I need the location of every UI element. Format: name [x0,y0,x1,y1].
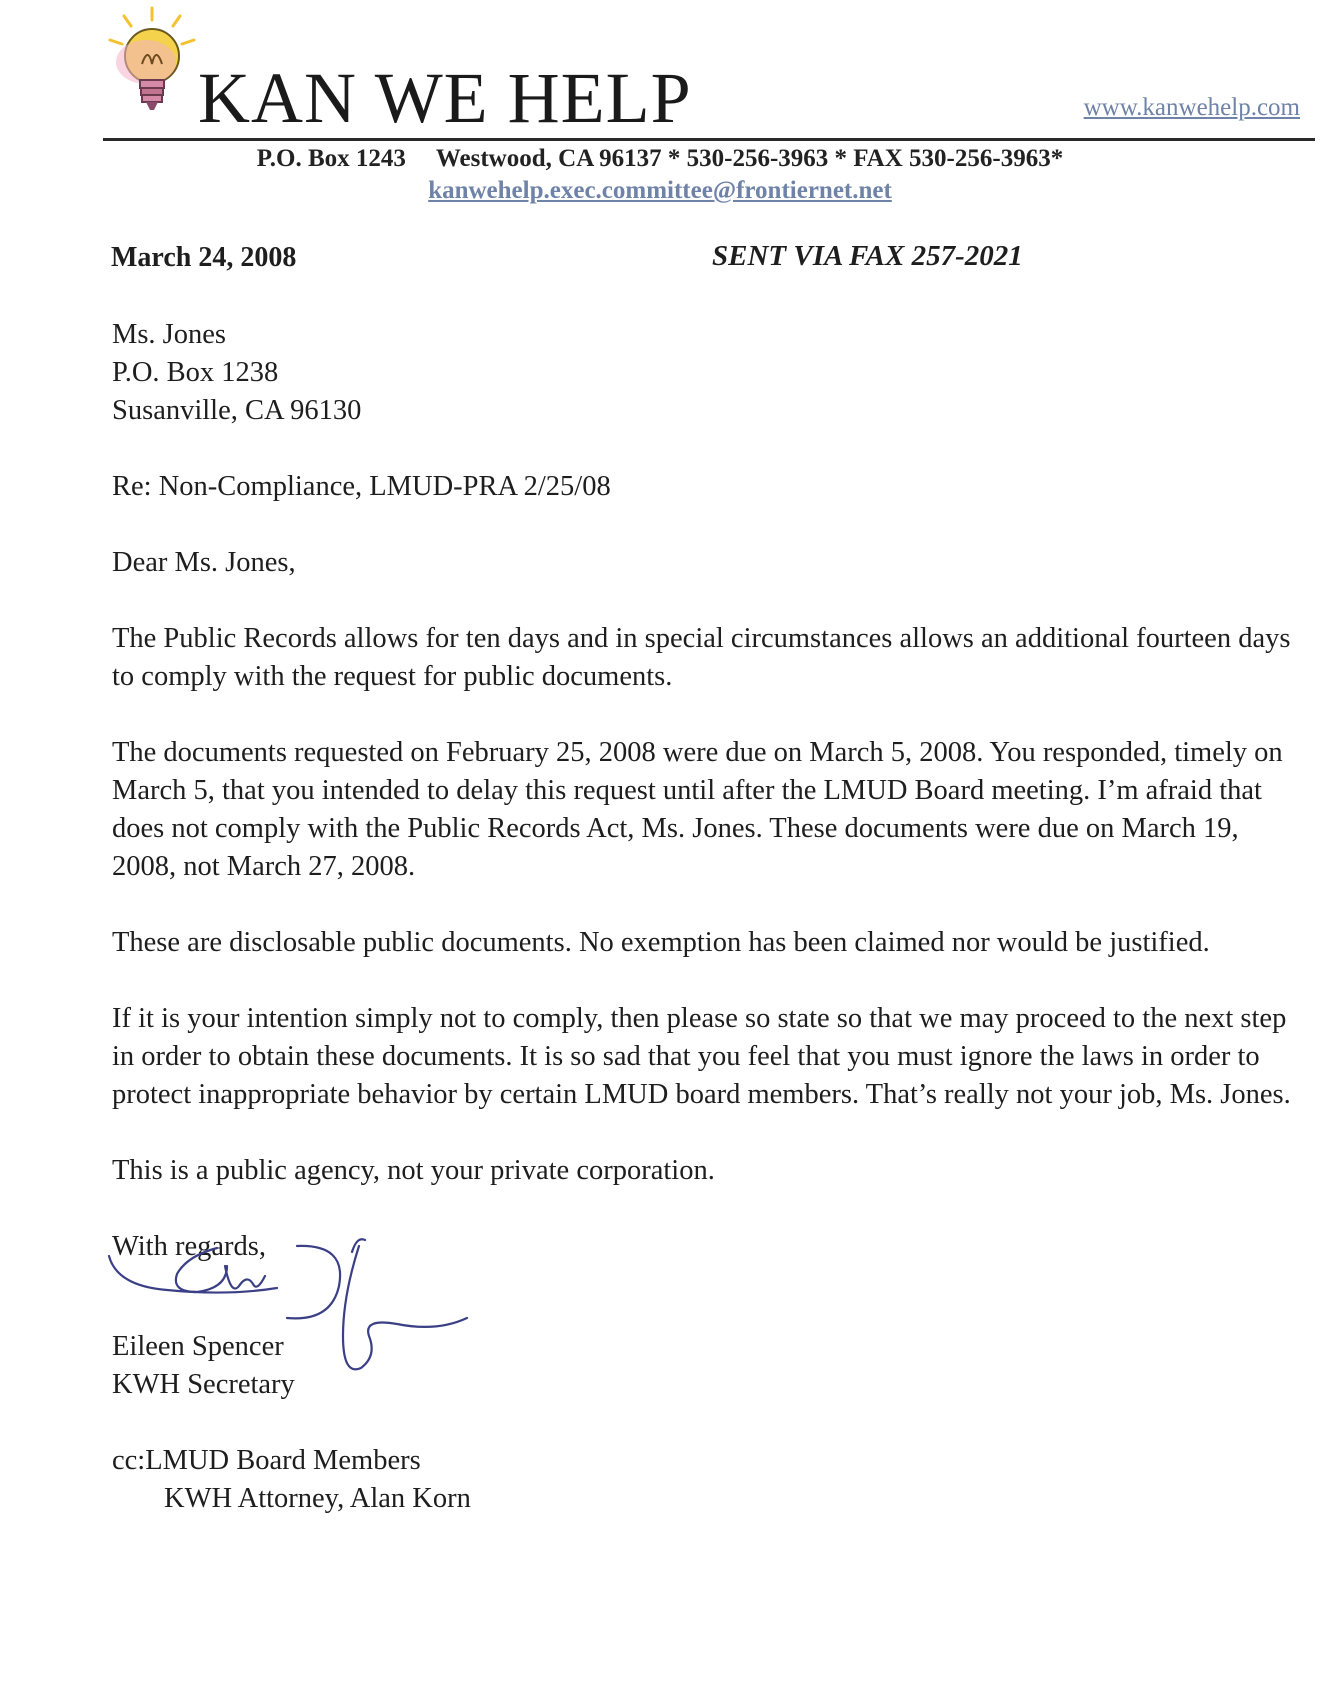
cc-recipient-2: KWH Attorney, Alan Korn [164,1483,471,1514]
signature-area [112,1266,1307,1328]
fax-note: SENT VIA FAX 257-2021 [712,240,1023,272]
body-paragraph-1: The Public Records allows for ten days and in special circumstances allows an additional fourteen days to comply with the request for public documents. [112,623,1291,692]
cc-label: cc: [112,1445,146,1476]
subject-line: Re: Non-Compliance, LMUD-PRA 2/25/08 [112,471,611,502]
contact-line [0,145,1320,173]
body-paragraph-3: These are disclosable public documents. No exemption has been claimed nor would be justified. [112,927,1210,958]
contact-details: Westwood, CA 96137 * 530-256-3963 * FAX 530-256-3963* [435,145,1064,172]
body-paragraph-5: This is a public agency, not your private corporation. [112,1155,715,1186]
letter-date: March 24, 2008 [111,242,297,273]
po-box: P.O. Box 1243 [256,145,406,172]
recipient-address-line-1: P.O. Box 1238 [112,357,279,388]
body-paragraph-4: If it is your intention simply not to comply, then please so state so that we may proceed to the next step in order to obtain these documents. It is so sad that you feel that you must ignore the laws in order to protect inappropriate behavior by certain LMUD board members. That’s really not your job, Ms. Jones. [112,1003,1291,1110]
letterhead-divider [103,138,1315,141]
email-link[interactable]: kanwehelp.exec.committee@frontiernet.net [428,177,892,204]
signer-name: Eileen Spencer [112,1331,284,1362]
signer-title: KWH Secretary [112,1369,295,1400]
closing: With regards, [112,1231,266,1262]
website-link[interactable]: www.kanwehelp.com [1083,94,1300,121]
lightbulb-icon [104,6,200,118]
handwritten-signature [107,1226,527,1396]
body-paragraph-2: The documents requested on February 25, 2008 were due on March 5, 2008. You responded, timely on March 5, that you intended to delay this request until after the LMUD Board meeting. I’m afraid that does not comply with the Public Records Act, Ms. Jones. These documents were due on March 19, 2008, not March 27, 2008. [112,737,1283,882]
organization-name: KAN WE HELP [198,58,692,138]
salutation: Dear Ms. Jones, [112,547,296,578]
cc-recipient-1: LMUD Board Members [145,1445,421,1476]
recipient-address [112,316,1307,430]
cc-block [112,1442,1307,1518]
letter-body [112,316,1307,1518]
recipient-name: Ms. Jones [112,319,227,350]
recipient-address-line-2: Susanville, CA 96130 [112,395,362,426]
